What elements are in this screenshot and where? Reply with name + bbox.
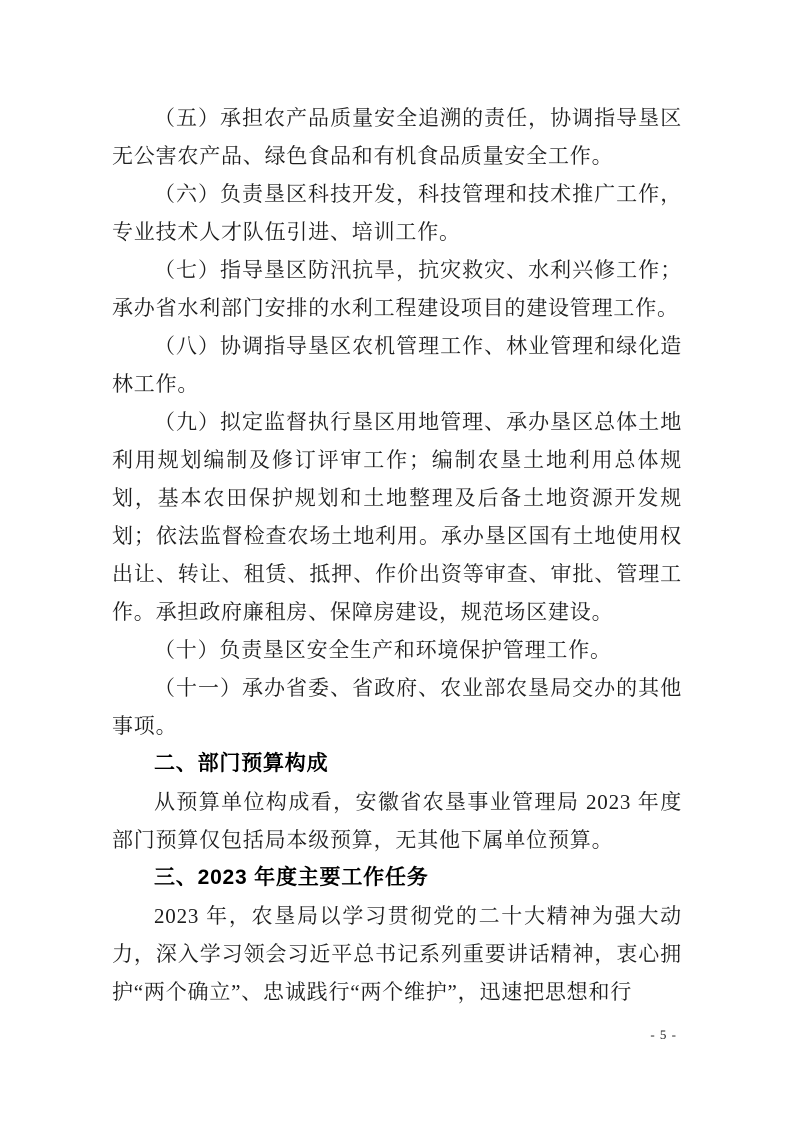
para-duty-5: （五）承担农产品质量安全追溯的责任，协调指导垦区无公害农产品、绿色食品和有机食品质量安全工作。 [112,106,682,168]
heading-section-2-budget-composition: 二、部门预算构成 [154,752,329,775]
page-number: - 5 - [650,1027,677,1042]
para-duty-7: （七）指导垦区防汛抗旱，抗灾救灾、水利兴修工作；承办省水利部门安排的水利工程建设项目的建设管理工作。 [112,258,682,320]
para-duty-10: （十）负责垦区安全生产和环境保护管理工作。 [154,638,612,662]
heading-section-3-main-tasks-2023: 三、2023 年度主要工作任务 [154,866,429,889]
para-duty-11: （十一）承办省委、省政府、农业部农垦局交办的其他事项。 [112,676,682,738]
para-main-tasks-intro: 2023 年，农垦局以学习贯彻党的二十大精神为强大动力，深入学习领会习近平总书记系列重要讲话精神，衷心拥护“两个确立”、忠诚践行“两个维护”，迅速把思想和行 [112,904,682,1004]
para-budget-composition: 从预算单位构成看，安徽省农垦事业管理局 2023 年度部门预算仅包括局本级预算，无其他下属单位预算。 [112,790,682,852]
para-duty-9: （九）拟定监督执行垦区用地管理、承办垦区总体土地利用规划编制及修订评审工作；编制农垦土地利用总体规划，基本农田保护规划和土地整理及后备土地资源开发规划；依法监督检查农场土地利用。承办垦区国有土地使用权出让、转让、租赁、抵押、作价出资等审查、审批、管理工作。承担政府廉租房、保障房建设，规范场区建设。 [112,410,682,624]
para-duty-6: （六）负责垦区科技开发，科技管理和技术推广工作，专业技术人才队伍引进、培训工作。 [112,182,682,244]
document-body [112,99,682,1011]
para-duty-8: （八）协调指导垦区农机管理工作、林业管理和绿化造林工作。 [112,334,682,396]
